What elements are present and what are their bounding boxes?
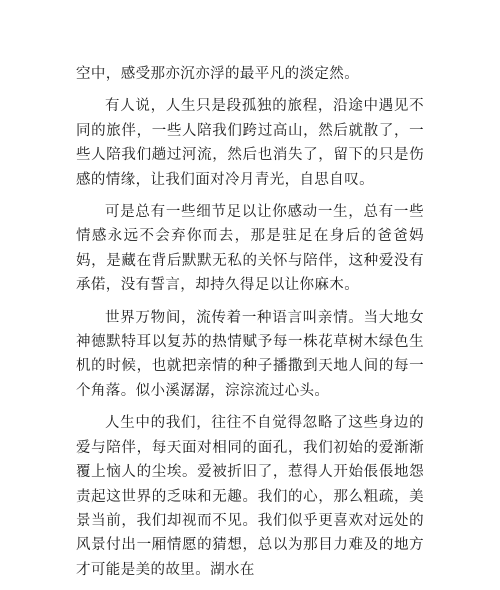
paragraph-3: 可是总有一些细节足以让你感动一生，总有一些情感永远不会弃你而去，那是驻足在身后的爸爸妈妈，是藏在背后默默无私的关怀与陪伴，这种爱没有承偌，没有誓言，却持久得足以让你麻木。 bbox=[76, 204, 424, 294]
paragraph-5: 人生中的我们，往往不自觉得忽略了这些身边的爱与陪伴，每天面对相同的面孔，我们初始的爱渐渐覆上恼人的尘埃。爱被折旧了，惹得人开始倀倀地怨责起这世界的乏味和无趣。我们的心，那么粗疏，美景当前，我们却视而不见。我们似乎更喜欢对远处的风景付出一厢情愿的猜想，总以为那目力难及的地方才可能是美的故里。湖水在 bbox=[76, 415, 424, 578]
article-body bbox=[76, 62, 424, 590]
paragraph-4: 世界万物间，流传着一种语言叫亲情。当大地女神德默特耳以复苏的热情赋予每一株花草树木绿色生机的时候，也就把亲情的种子播撒到天地人间的每一个角落。似小溪潺潺，淙淙流过心头。 bbox=[76, 309, 424, 399]
paragraph-2: 有人说，人生只是段孤独的旅程，沿途中遇见不同的旅伴，一些人陪我们跨过高山，然后就散了，一些人陪我们趟过河流，然后也消失了，留下的只是伤感的情缘，让我们面对冷月青光，自思自叹。 bbox=[76, 98, 424, 188]
paragraph-1: 空中，感受那亦沉亦浮的最平凡的淡定然。 bbox=[76, 66, 360, 82]
